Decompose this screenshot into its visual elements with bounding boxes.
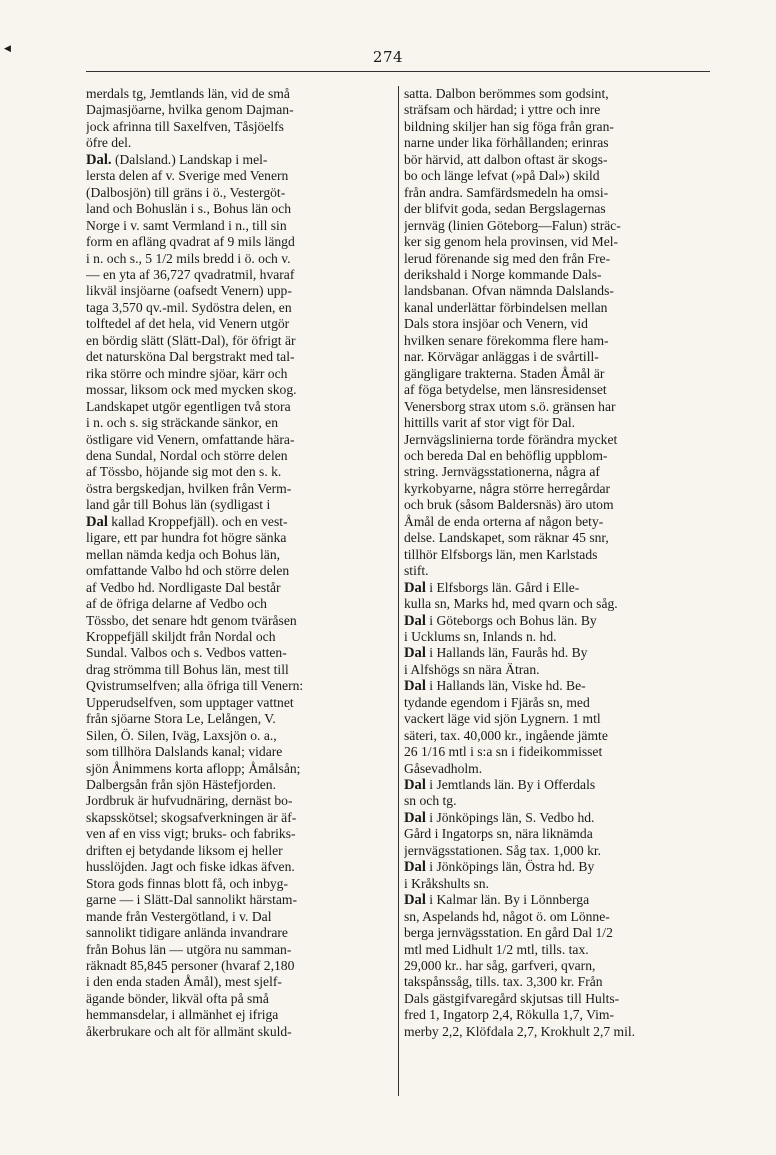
text-line: Dal i Jönköpings län, Östra hd. By: [404, 859, 595, 876]
text-line: bildning skiljer han sig föga från gran-: [404, 118, 614, 134]
text-line: Norge i v. samt Vermland i n., till sin: [86, 217, 287, 233]
entry-headword: Dal: [86, 513, 108, 530]
text-line: berga jernvägsstation. En gård Dal 1/2: [404, 925, 613, 941]
text-line: Dal i Jemtlands län. By i Offerdals: [404, 777, 596, 794]
text-line: Gåsevadholm.: [404, 760, 483, 776]
entry-headword: Dal: [404, 892, 426, 909]
entry-headword: Dal: [404, 645, 426, 662]
text-line: (Dalbosjön) till gräns i ö., Vestergöt-: [86, 184, 286, 200]
text-line: Venersborg strax utom s.ö. gränsen har: [404, 398, 616, 414]
text-line: Gård i Ingatorps sn, nära liknämda: [404, 826, 593, 842]
text-line: i Alfshögs sn nära Ätran.: [404, 661, 540, 677]
entry-headword: Dal: [404, 777, 426, 794]
text-line: drag strömma till Bohus län, mest till: [86, 661, 289, 677]
text-line: skapsskötsel; skogsafverkningen är äf-: [86, 809, 297, 825]
text-line: hittills varit af stor vigt för Dal.: [404, 415, 576, 431]
text-line: i n. och s. sig sträckande sänkor, en: [86, 415, 278, 431]
entry-headword: Dal: [404, 612, 426, 629]
text-line: Kroppefjäll skiljdt från Nordal och: [86, 628, 276, 644]
text-line: Tössbo, det senare hdt genom tväråsen: [86, 612, 297, 628]
text-line: Dal i Kalmar län. By i Lönnberga: [404, 892, 590, 909]
text-line: Jernvägslinierna torde förändra mycket: [404, 431, 618, 447]
text-line: Dal kallad Kroppefjäll). och en vest-: [86, 513, 288, 530]
text-line: åkerbrukare och alt för allmänt skuld-: [86, 1023, 292, 1039]
entry-headword: Dal.: [86, 151, 112, 168]
entry-headword: Dal: [404, 809, 426, 826]
text-line: tillhör Elfsborgs län, men Karlstads: [404, 546, 598, 562]
text-line: ven af en viss vigt; bruks- och fabriks-: [86, 826, 296, 842]
text-line: merby 2,2, Klöfdala 2,7, Krokhult 2,7 mil.: [404, 1023, 636, 1039]
entry-headword: Dal: [404, 579, 426, 596]
text-line: sn och tg.: [404, 793, 457, 809]
text-line: Upperudselfven, som upptager vattnet: [86, 694, 294, 710]
text-line: driften ej betydande liksom ej heller: [86, 842, 283, 858]
text-line: östligare vid Venern, omfattande härа-: [86, 431, 295, 447]
text-line: form en afläng qvadrat af 9 mils längd: [86, 234, 295, 250]
text-line: bo och länge lefvat (»på Dal») skild: [404, 168, 600, 184]
text-line: i Ucklums sn, Inlands n. hd.: [404, 628, 557, 644]
text-line: jernvägsstationen. Såg tax. 1,000 kr.: [404, 842, 602, 858]
text-line: garne — i Slätt-Dal sannolikt härstam-: [86, 892, 298, 908]
text-line: och bruk (såsom Baldersnäs) äro utom: [404, 497, 614, 513]
text-line: hvilken senare förekomma flere ham-: [404, 332, 609, 348]
header-rule: [86, 71, 710, 72]
column-divider: [398, 86, 399, 1096]
text-line: Landskapet utgör egentligen två stora: [86, 398, 291, 414]
text-line: tolftedel af det hela, vid Venern utgör: [86, 316, 290, 332]
text-line: öfre del.: [86, 135, 132, 151]
text-line: jock afrinna till Saxelfven, Tåsjöelfs: [86, 118, 284, 134]
text-line: ligare, ett par hundra fot högre sänka: [86, 530, 287, 546]
text-line: kulla sn, Marks hd, med qvarn och såg.: [404, 596, 618, 612]
text-line: husslöjden. Jagt och fiske idkas äfven.: [86, 859, 295, 875]
entry-headword: Dal: [404, 859, 426, 876]
text-line: Jordbruk är hufvudnäring, dernäst bo-: [86, 793, 293, 809]
text-line: — en yta af 36,727 qvadratmil, hvaraf: [86, 266, 295, 282]
text-line: lersta delen af v. Sverige med Venern: [86, 168, 289, 184]
text-line: likväl insjöarne (oafsedt Venern) upp-: [86, 283, 292, 299]
text-line: gängligare trakterna. Staden Åmål är: [404, 365, 605, 381]
text-line: af föga betydelse, men länsresidenset: [404, 382, 607, 398]
text-line: ker sig genom hela provinsen, vid Mel-: [404, 234, 619, 250]
text-line: Dal i Göteborgs och Bohus län. By: [404, 612, 597, 629]
text-line: landsbanan. Ofvan nämnda Dalslands-: [404, 283, 614, 299]
text-line: land går till Bohus län (sydligast i: [86, 497, 271, 513]
text-line: ägande bönder, likväl ofta på små: [86, 990, 269, 1006]
text-line: från andra. Samfärdsmedeln ha omsi-: [404, 184, 609, 200]
text-line: af de öfriga delarne af Vedbo och: [86, 596, 267, 612]
text-line: Silen, Ö. Silen, Iväg, Laxsjön o. a.,: [86, 727, 277, 743]
text-line: stift.: [404, 563, 429, 579]
text-line: af Tössbo, höjande sig mot den s. k.: [86, 464, 282, 480]
text-line: narne under lika förhållanden; erinras: [404, 135, 609, 151]
text-line: jernväg (linien Göteborg—Falun) sträc-: [404, 217, 621, 233]
text-line: som tillhöra Dalslands kanal; vidare: [86, 744, 283, 760]
text-line: Dajmasjöarne, hvilka genom Dajman-: [86, 102, 294, 118]
text-line: lerud förenande sig med den från Fre-: [404, 250, 611, 266]
text-line: säteri, tax. 40,000 kr., ingående jämte: [404, 727, 608, 743]
text-line: vackert läge vid sjön Lygnern. 1 mtl: [404, 711, 601, 727]
text-line: Dal. (Dalsland.) Landskap i mel-: [86, 151, 268, 168]
text-line: fred 1, Ingatorp 2,4, Rökulla 1,7, Vim-: [404, 1007, 614, 1023]
text-line: kanal underlättar förbindelsen mellan: [404, 299, 608, 315]
text-line: hemmansdelar, i allmänhet ej ifriga: [86, 1007, 279, 1023]
text-line: och bereda Dal en behöflig uppblom-: [404, 447, 608, 463]
text-line: Dalbergsån från sjön Hästefjorden.: [86, 777, 277, 793]
text-line: string. Jernvägsstationerna, några af: [404, 464, 600, 480]
text-line: bör härvid, att dalbon oftast är skogs-: [404, 151, 608, 167]
text-line: sannolikt tidigare anlända invandrare: [86, 925, 288, 941]
text-line: Dal i Hallands län, Viske hd. Be-: [404, 678, 586, 695]
text-line: 26 1/16 mtl i s:a sn i fideikommisset: [404, 744, 603, 760]
text-line: der blifvit goda, sedan Bergslagernas: [404, 201, 606, 217]
text-line: Åmål de enda orterna af någon bety-: [404, 513, 604, 529]
text-line: i den enda staden Åmål), mest sjelf-: [86, 974, 282, 990]
text-line: i Kråkshults sn.: [404, 875, 489, 891]
text-line: merdals tg, Jemtlands län, vid de små: [86, 86, 290, 101]
text-line: Qvistrumselfven; alla öfriga till Venern:: [86, 678, 304, 694]
text-line: räknadt 85,845 personer (hvaraf 2,180: [86, 958, 295, 974]
text-line: taga 3,570 qv.-mil. Sydöstra delen, en: [86, 299, 292, 315]
text-line: satta. Dalbon berömmes som godsint,: [404, 86, 609, 101]
text-line: kyrkobyarne, några större herregårdar: [404, 480, 611, 496]
text-line: Dals gästgifvaregård skjutsas till Hults-: [404, 990, 620, 1006]
text-line: sträfsam och härdad; i yttre och inre: [404, 102, 601, 118]
right-column: [404, 86, 710, 1040]
text-line: af Vedbo hd. Nordligaste Dal består: [86, 579, 281, 595]
text-line: mtl med Lidhult 1/2 mtl, tills. tax.: [404, 941, 589, 957]
text-line: mellan nämda kedja och Bohus län,: [86, 546, 281, 562]
page-number: 274: [372, 48, 404, 66]
text-line: Dal i Elfsborgs län. Gård i Elle-: [404, 579, 580, 596]
text-line: derikshald i Norge kommande Dals-: [404, 266, 602, 282]
left-column: [86, 86, 392, 1040]
text-line: land och Bohuslän i s., Bohus län och: [86, 201, 292, 217]
entry-headword: Dal: [404, 678, 426, 695]
text-line: omfattande Valbo hd och större delen: [86, 563, 290, 579]
text-line: från Bohus län — utgöra nu samman-: [86, 941, 292, 957]
margin-mark: ◀: [4, 44, 11, 54]
text-line: takspånssåg, tills. tax. 3,300 kr. Från: [404, 974, 603, 990]
text-line: delse. Landskapet, som räknar 45 snr,: [404, 530, 609, 546]
text-line: en bördig slätt (Slätt-Dal), för öfrigt är: [86, 332, 296, 348]
text-line: Sundal. Valbos och s. Vedbos vatten-: [86, 645, 287, 661]
text-line: sn, Aspelands hd, något ö. om Lönne-: [404, 908, 610, 924]
text-line: östra bergskedjan, hvilken från Verm-: [86, 480, 292, 496]
text-line: mande från Vestergötland, i v. Dal: [86, 908, 272, 924]
text-line: 29,000 kr.. har såg, garfveri, qvarn,: [404, 958, 596, 974]
text-line: mossar, liksom ock med mycken skog.: [86, 382, 297, 398]
text-line: Dals stora insjöar och Venern, vid: [404, 316, 588, 332]
text-line: det natursköna Dal bergstrakt med tal-: [86, 349, 295, 365]
text-line: nar. Körvägar anläggas i de svårtill-: [404, 349, 599, 365]
text-line: dena Sundal, Nordal och större delen: [86, 447, 288, 463]
text-line: sjön Ånimmens korta aflopp; Åmålsån;: [86, 760, 301, 776]
text-line: från sjöarne Stora Le, Lelången, V.: [86, 711, 276, 727]
text-line: Dal i Hallands län, Faurås hd. By: [404, 645, 588, 662]
text-line: tydande egendom i Fjärås sn, med: [404, 694, 590, 710]
text-line: rika större och mindre sjöar, kärr och: [86, 365, 288, 381]
text-line: Stora gods finnas blott få, och inbyg-: [86, 875, 288, 891]
text-line: i n. och s., 5 1/2 mils bredd i ö. och v.: [86, 250, 291, 266]
text-line: Dal i Jönköpings län, S. Vedbo hd.: [404, 809, 595, 826]
